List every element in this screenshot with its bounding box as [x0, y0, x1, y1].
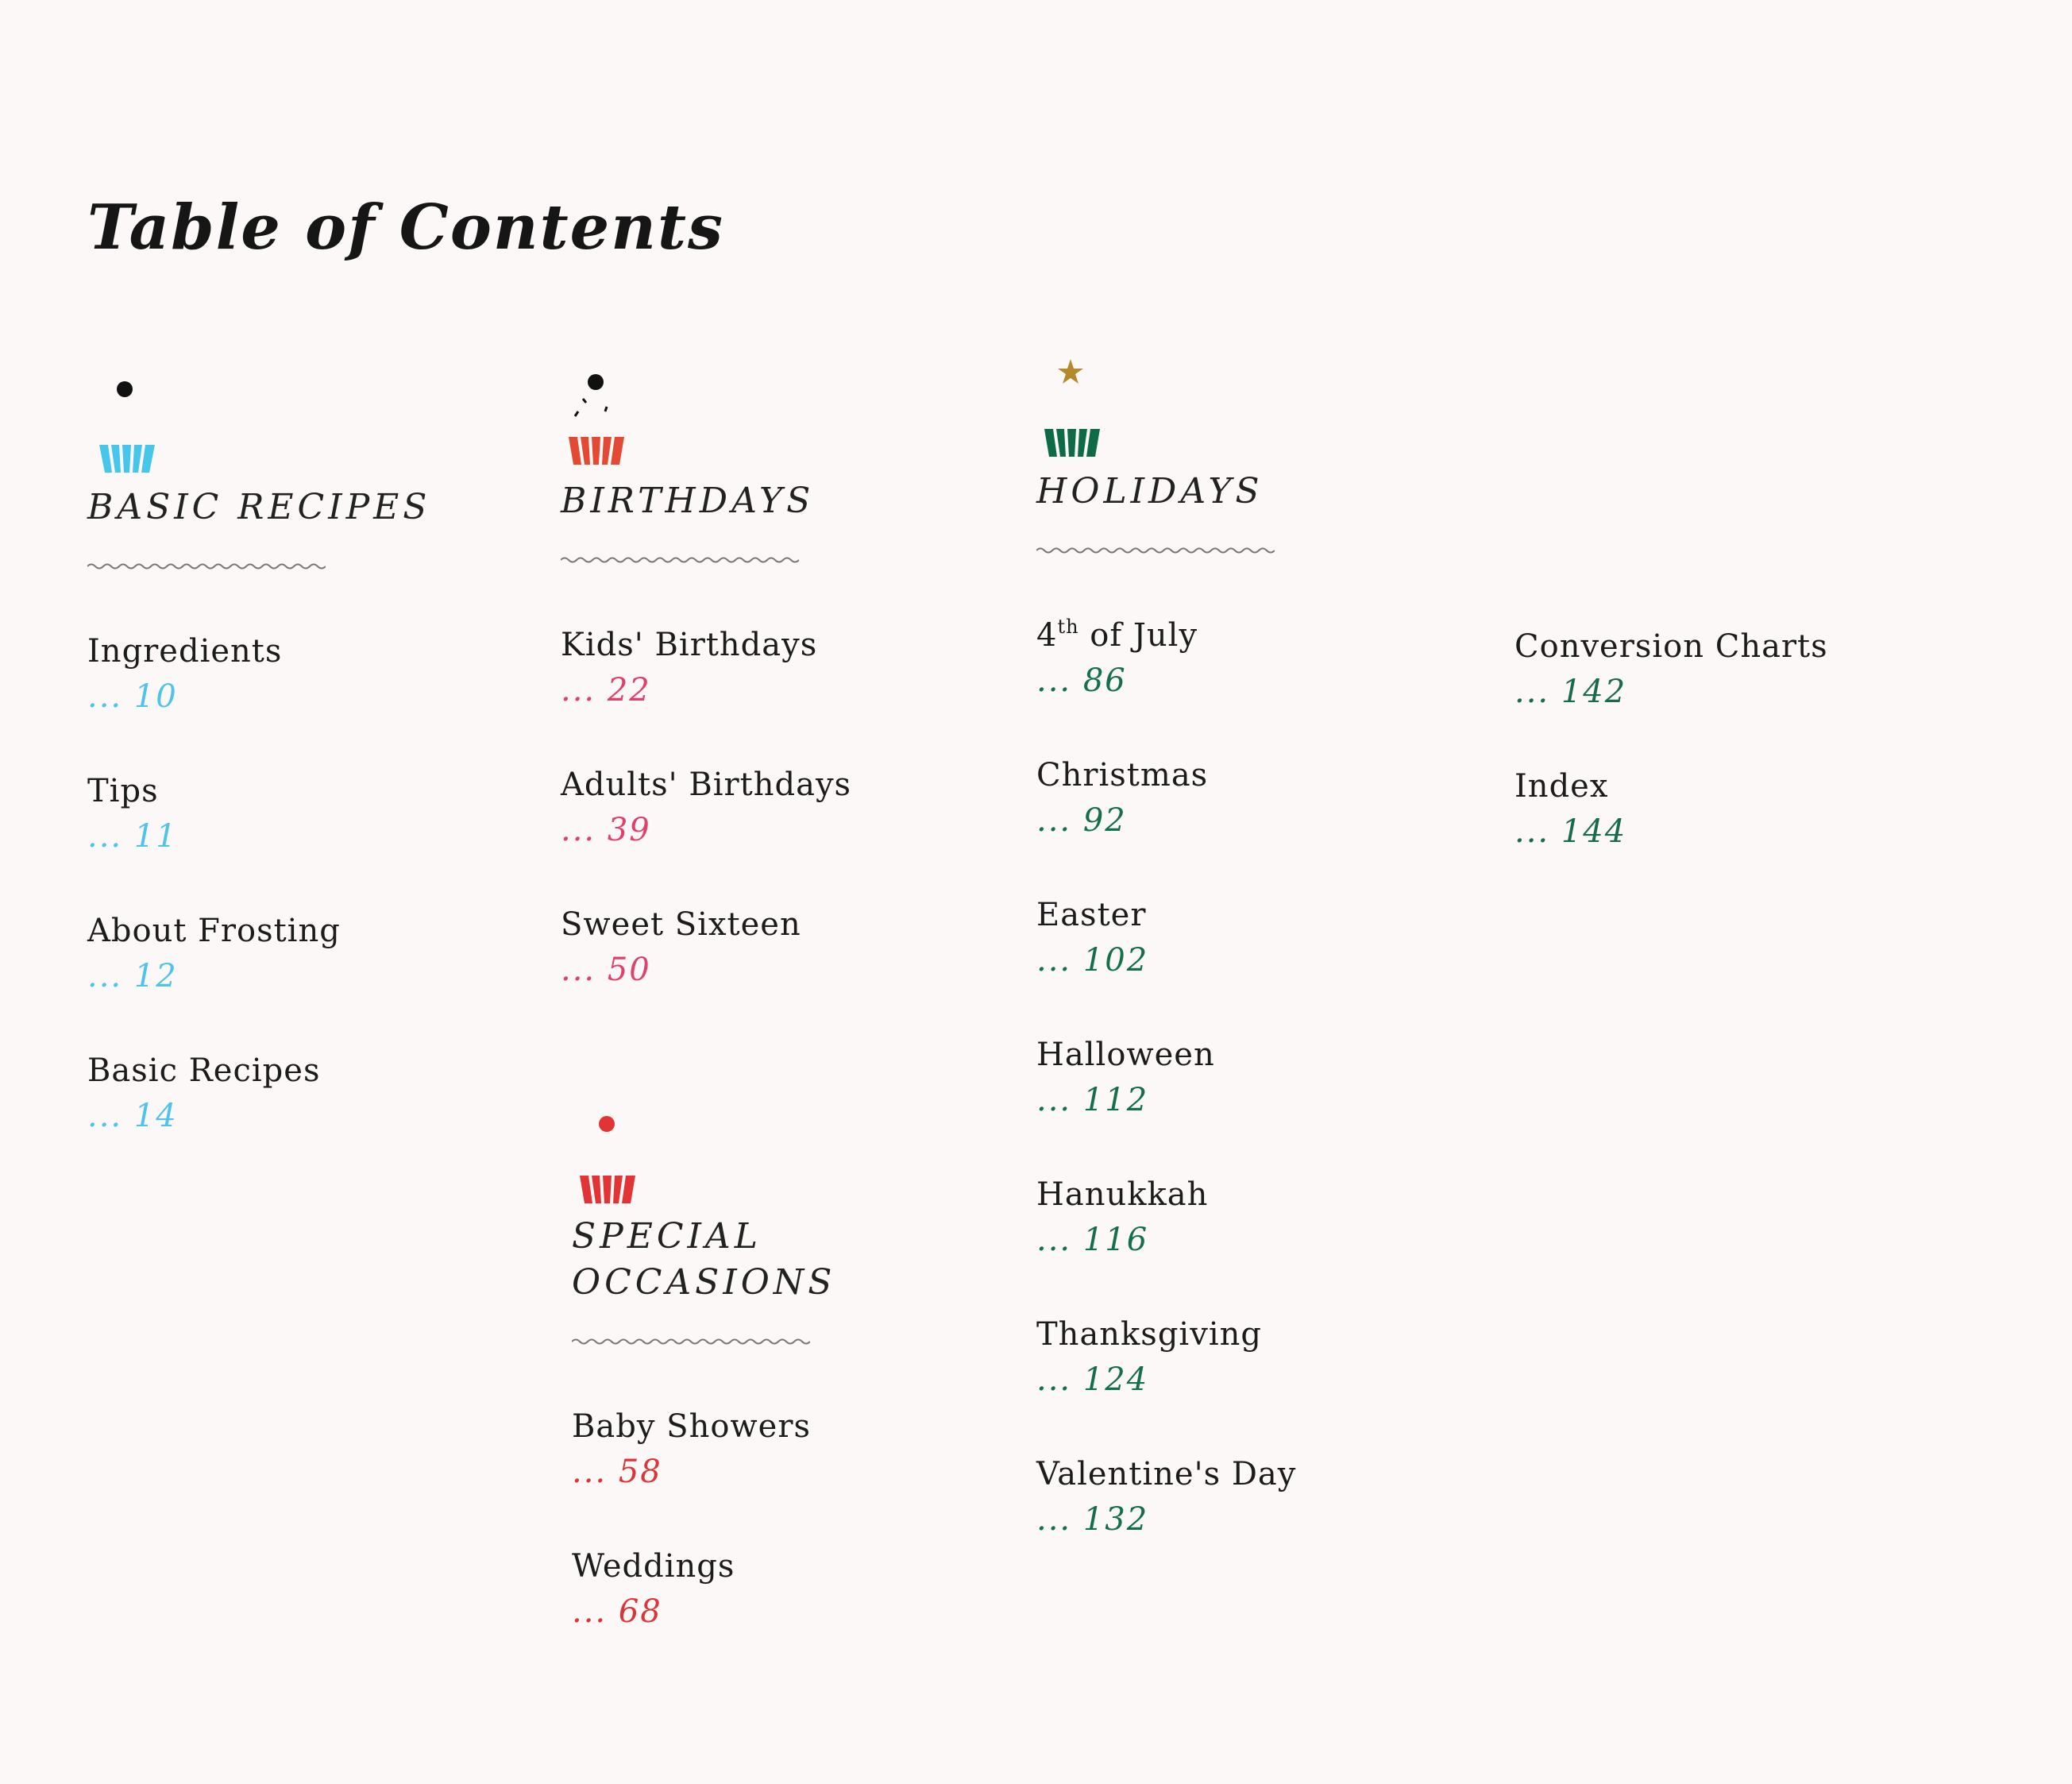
- toc-entry[interactable]: [1514, 624, 1828, 764]
- entry-title[interactable]: Tips: [87, 773, 159, 809]
- entry-page-number[interactable]: ... 39: [561, 812, 651, 848]
- entry-title[interactable]: Adults' Birthdays: [561, 767, 852, 803]
- toc-entry[interactable]: [1514, 764, 1828, 904]
- section-basic-recipes: [87, 365, 430, 1188]
- section-other: [1514, 624, 1828, 904]
- toc-entry[interactable]: [1036, 753, 1296, 893]
- entry-page-number[interactable]: ... 124: [1036, 1361, 1149, 1398]
- cupcake-with-cherry-icon: [572, 1095, 691, 1214]
- toc-entry[interactable]: [572, 1404, 835, 1544]
- cupcake-with-star-icon: [1036, 349, 1156, 469]
- entry-list: [87, 629, 430, 1188]
- entry-page-number[interactable]: ... 22: [561, 672, 651, 709]
- entry-title[interactable]: Easter: [1036, 897, 1147, 933]
- entry-title[interactable]: About Frosting: [87, 913, 341, 949]
- toc-entry[interactable]: [561, 902, 851, 1042]
- toc-entry[interactable]: [1036, 893, 1296, 1033]
- section-heading: [572, 1214, 835, 1306]
- toc-entry[interactable]: [1036, 1033, 1296, 1172]
- entry-page-number[interactable]: ... 132: [1036, 1501, 1149, 1538]
- entry-page-number[interactable]: ... 92: [1036, 802, 1127, 839]
- entry-title[interactable]: Sweet Sixteen: [561, 906, 801, 943]
- toc-entry[interactable]: [561, 623, 851, 763]
- entry-page-number[interactable]: ... 144: [1514, 813, 1627, 850]
- toc-entry[interactable]: [87, 629, 430, 769]
- section-heading-line: OCCASIONS: [572, 1262, 836, 1303]
- entry-list: [572, 1404, 835, 1684]
- entry-page-number[interactable]: ... 68: [572, 1593, 662, 1630]
- toc-entry[interactable]: [87, 1048, 430, 1188]
- entry-title-superscript: th: [1057, 616, 1079, 638]
- wavy-divider: [572, 1336, 810, 1347]
- entry-page-number[interactable]: ... 10: [87, 678, 178, 715]
- entry-page-number[interactable]: ... 11: [87, 818, 178, 855]
- entry-title[interactable]: Hanukkah: [1036, 1176, 1209, 1213]
- toc-entry[interactable]: [1036, 613, 1296, 753]
- toc-entry[interactable]: [87, 769, 430, 909]
- toc-entry[interactable]: [1036, 1312, 1296, 1452]
- toc-entry[interactable]: [572, 1544, 835, 1684]
- entry-title[interactable]: Ingredients: [87, 633, 283, 670]
- entry-page-number[interactable]: ... 50: [561, 952, 651, 988]
- toc-entry[interactable]: [1036, 1172, 1296, 1312]
- section-special-occasions: [572, 1095, 835, 1684]
- wavy-divider: [561, 554, 799, 566]
- entry-page-number[interactable]: ... 14: [87, 1098, 178, 1134]
- entry-title[interactable]: Baby Showers: [572, 1408, 811, 1445]
- section-birthdays: [561, 359, 851, 1042]
- entry-title[interactable]: Basic Recipes: [87, 1052, 321, 1089]
- toc-entry[interactable]: [561, 763, 851, 902]
- wavy-divider: [1036, 545, 1275, 556]
- entry-page-number[interactable]: ... 12: [87, 958, 178, 994]
- section-heading: BASIC RECIPES: [87, 487, 431, 527]
- entry-title[interactable]: Halloween: [1036, 1037, 1215, 1073]
- entry-page-number[interactable]: ... 102: [1036, 942, 1149, 979]
- cupcake-icon: [87, 365, 206, 485]
- entry-title[interactable]: Thanksgiving: [1036, 1316, 1262, 1353]
- entry-list: [1036, 613, 1296, 1592]
- toc-entry[interactable]: [87, 909, 430, 1048]
- toc-entry[interactable]: [1036, 1452, 1296, 1592]
- entry-title[interactable]: Valentine's Day: [1036, 1456, 1297, 1492]
- entry-page-number[interactable]: ... 58: [572, 1454, 662, 1490]
- entry-page-number[interactable]: ... 142: [1514, 674, 1627, 710]
- section-holidays: [1036, 349, 1296, 1592]
- entry-list: [561, 623, 851, 1042]
- entry-title[interactable]: Christmas: [1036, 757, 1209, 794]
- entry-title-text: of July: [1078, 617, 1198, 654]
- cupcake-with-candle-icon: [561, 359, 680, 478]
- entry-title[interactable]: Conversion Charts: [1514, 628, 1828, 665]
- section-heading: HOLIDAYS: [1036, 471, 1264, 512]
- section-heading-line: SPECIAL: [572, 1216, 762, 1257]
- entry-title-number: 4: [1036, 617, 1058, 654]
- section-heading: BIRTHDAYS: [561, 481, 815, 521]
- entry-page-number[interactable]: ... 86: [1036, 662, 1127, 699]
- entry-title[interactable]: Index: [1514, 768, 1609, 805]
- entry-title[interactable]: Weddings: [572, 1548, 735, 1585]
- page-title: Table of Contents: [87, 191, 724, 264]
- entry-page-number[interactable]: ... 112: [1036, 1082, 1149, 1118]
- wavy-divider: [87, 561, 326, 572]
- entry-title[interactable]: Kids' Birthdays: [561, 627, 818, 663]
- entry-title[interactable]: [1036, 613, 1296, 658]
- entry-page-number[interactable]: ... 116: [1036, 1222, 1149, 1258]
